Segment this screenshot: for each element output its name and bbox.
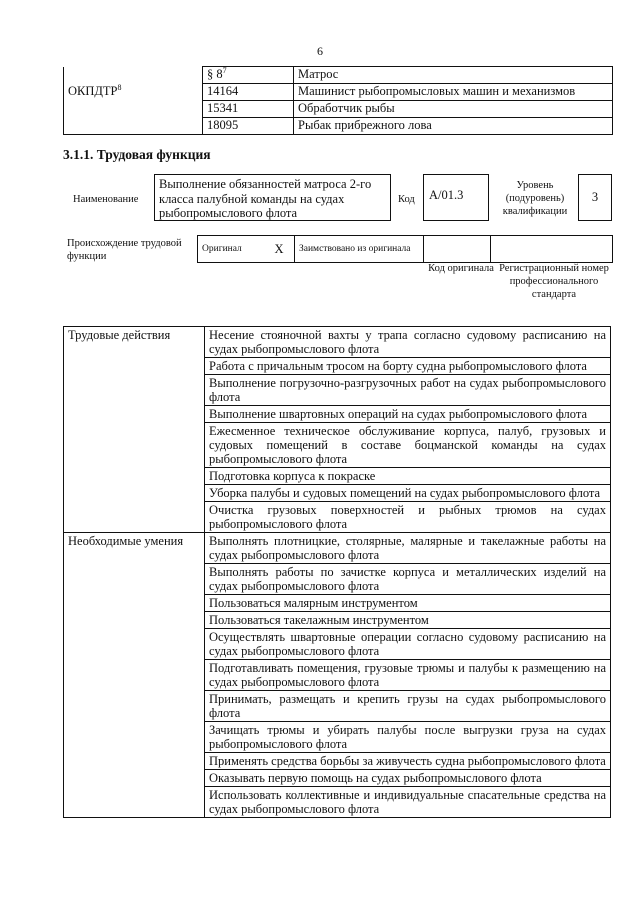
okpdtr-code: § $8^7$: [203, 67, 294, 84]
page-number: 6: [317, 44, 323, 58]
list-item: Уборка палубы и судовых помещений на судах рыбопромыслового флота: [205, 485, 611, 502]
table-row: [64, 327, 611, 358]
okpdtr-name: Рыбак прибрежного лова: [294, 118, 613, 135]
list-item: Ежесменное техническое обслуживание корпуса, палуб, грузовых и судовых помещений в составе боцманской команды на судах рыбопромыслового флота: [205, 423, 611, 468]
section-heading: 3.1.1. Трудовая функция: [63, 147, 211, 162]
list-item: Зачищать трюмы и убирать палубы после выгрузки груза на судах рыбопромыслового флота: [205, 722, 611, 753]
list-item: Работа с причальным тросом на борту судна рыбопромыслового флота: [205, 358, 611, 375]
okpdtr-label-cell: [64, 101, 203, 118]
list-item: Несение стояночной вахты у трапа согласно судовому расписанию на судах рыбопромыслового флота: [205, 327, 611, 358]
function-details-table: [63, 326, 611, 818]
okpdtr-label: ОКПДТР$^8$: [64, 84, 203, 101]
origin-reg-cell: [491, 236, 613, 263]
list-item: Подготовка корпуса к покраске: [205, 468, 611, 485]
list-item: Оказывать первую помощь на судах рыбопромыслового флота: [205, 770, 611, 787]
okpdtr-code: 14164: [203, 84, 294, 101]
table-row: [64, 101, 613, 118]
labor-actions-label: Трудовые действия: [64, 327, 205, 533]
code-label: Код: [398, 194, 415, 205]
required-skills-label: Необходимые умения: [64, 533, 205, 818]
list-item: Использовать коллективные и индивидуальные спасательные средства на судах рыбопромыслового флота: [205, 787, 611, 818]
list-item: Выполнение погрузочно-разгрузочных работ на судах рыбопромыслового флота: [205, 375, 611, 406]
list-item: Очистка грузовых поверхностей и рыбных трюмов на судах рыбопромыслового флота: [205, 502, 611, 533]
okpdtr-label-cell: [64, 67, 203, 84]
level-label: Уровень (подуровень) квалификации: [502, 180, 568, 217]
list-item: Подготавливать помещения, грузовые трюмы и палубы к размещению на судах рыбопромыслового флота: [205, 660, 611, 691]
list-item: Применять средства борьбы за живучесть судна рыбопромыслового флота: [205, 753, 611, 770]
list-item: Выполнять работы по зачистке корпуса и металлических изделий на судах рыбопромыслового флота: [205, 564, 611, 595]
list-item: Пользоваться малярным инструментом: [205, 595, 611, 612]
origin-code-cell: [424, 236, 491, 263]
list-item: Пользоваться такелажным инструментом: [205, 612, 611, 629]
list-item: Выполнять плотницкие, столярные, малярные и такелажные работы на судах рыбопромыслового флота: [205, 533, 611, 564]
okpdtr-name: Обработчик рыбы: [294, 101, 613, 118]
list-item: Выполнение швартовных операций на судах рыбопромыслового флота: [205, 406, 611, 423]
code-original-caption: Код оригинала: [428, 263, 494, 274]
reg-number-caption: Регистрационный номер профессионального стандарта: [499, 263, 609, 300]
okpdtr-label-cell: [64, 118, 203, 135]
name-label: Наименование: [73, 194, 139, 205]
level-value: 3: [578, 174, 612, 221]
list-item: Принимать, размещать и крепить грузы на судах рыбопромыслового флота: [205, 691, 611, 722]
table-row: [64, 118, 613, 135]
borrowed-label: Заимствовано из оригинала: [295, 236, 424, 263]
okpdtr-code: 18095: [203, 118, 294, 135]
original-label: Оригинал: [198, 236, 265, 263]
function-name-value: Выполнение обязанностей матроса 2-го класса палубной команды на судах рыбопромыслового флота: [154, 174, 391, 221]
origin-table: [197, 235, 613, 263]
okpdtr-table: [63, 66, 613, 135]
table-row: [64, 67, 613, 84]
table-row: [198, 236, 613, 263]
okpdtr-name: Машинист рыбопромысловых машин и механизмов: [294, 84, 613, 101]
okpdtr-name: Матрос: [294, 67, 613, 84]
table-row: [64, 84, 613, 101]
list-item: Осуществлять швартовные операции согласно судовому расписанию на судах рыбопромыслового флота: [205, 629, 611, 660]
table-row: [64, 533, 611, 564]
okpdtr-code: 15341: [203, 101, 294, 118]
original-mark: X: [264, 236, 295, 263]
origin-label: Происхождение трудовой функции: [67, 238, 182, 262]
function-code-value: А/01.3: [423, 174, 489, 221]
